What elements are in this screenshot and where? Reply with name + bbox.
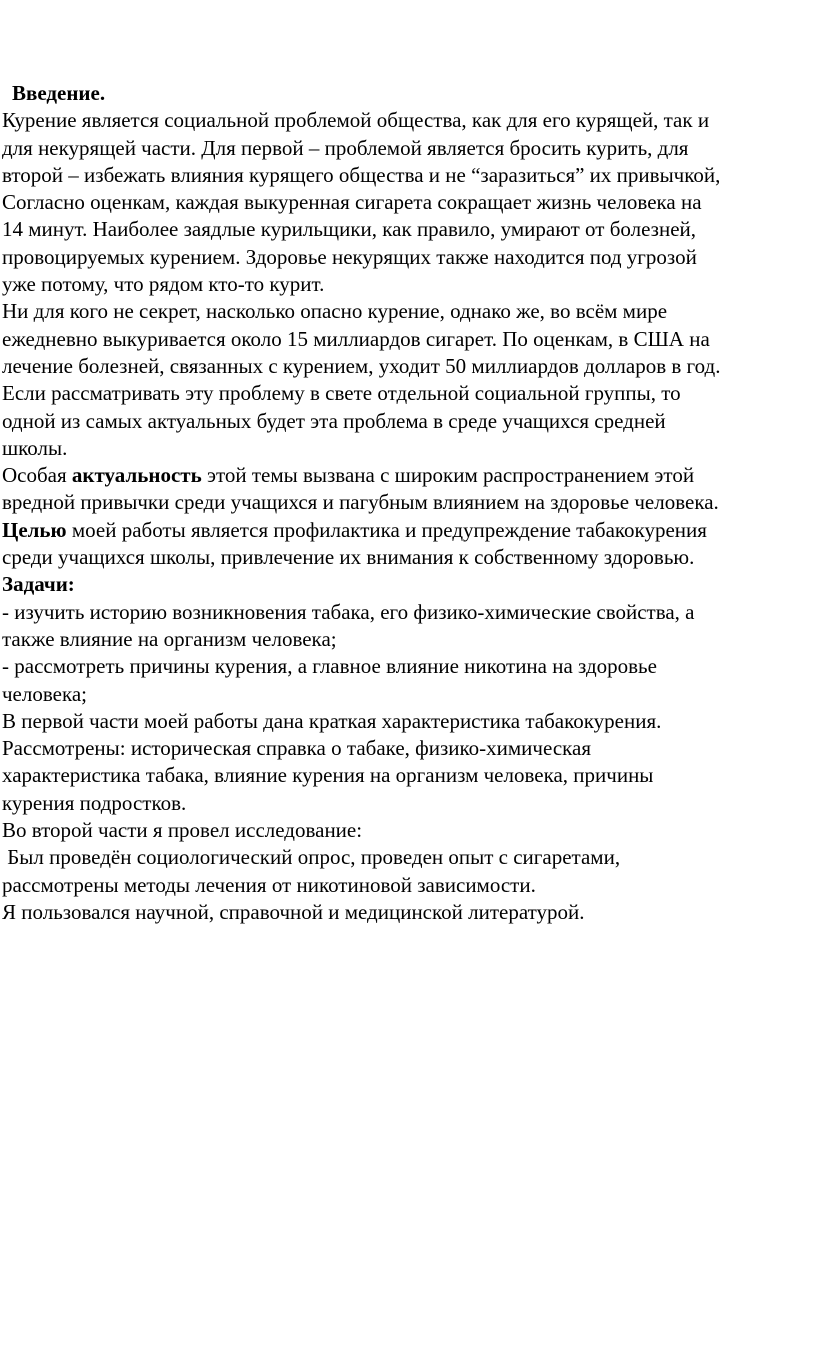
text-line: Во второй части я провел исследование: [2,818,363,843]
text-line: второй – избежать влияния курящего общества и не “заразиться” их привычкой, [2,162,721,187]
text-line: В первой части моей работы дана краткая характеристика табакокурения. [2,708,662,733]
section-heading: Введение. [12,81,106,105]
text-line: среди учащихся школы, привлечение их внимания к собственному здоровью. [2,545,695,570]
text-line: Я пользовался научной, справочной и медицинской литературой. [2,899,585,924]
text-line: школы. [2,435,68,460]
list-item: - изучить историю возникновения табака, его физико-химические свойства, а [2,599,695,624]
text-line: Курение является социальной проблемой общества, как для его курящей, так и [2,108,710,133]
relevance-prefix: Особая [2,463,72,488]
text-line: Ни для кого не секрет, насколько опасно курение, однако же, во всём мире [2,299,668,324]
text-line: для некурящей части. Для первой – проблемой является бросить курить, для [2,135,689,160]
text-line: лечение болезней, связанных с курением, уходит 50 миллиардов долларов в год. [2,353,721,378]
text-line: 14 минут. Наиболее заядлые курильщики, как правило, умирают от болезней, [2,217,697,242]
text-line: Рассмотрены: историческая справка о табаке, физико-химическая [2,736,592,761]
tasks-heading [2,571,816,598]
relevance-term: актуальность [71,463,202,488]
goal-term: Целью [2,517,67,542]
text-line: Если рассматривать эту проблему в свете отдельной социальной группы, то [2,381,681,406]
text-line [2,462,816,489]
text-line: характеристика табака, влияние курения на организм человека, причины [2,763,654,788]
text-line [2,517,816,544]
text-line: ежедневно выкуривается около 15 миллиардов сигарет. По оценкам, в США на [2,326,710,351]
text-line: одной из самых актуальных будет эта проблема в среде учащихся средней [2,408,666,433]
document-page [2,80,816,926]
paragraph-part-one [2,708,816,817]
paragraph-statistics [2,298,816,462]
paragraph-intro [2,107,816,298]
goal-suffix: моей работы является профилактика и предупреждение табакокурения [66,517,707,542]
list-item: человека; [2,681,88,706]
list-item: также влияние на организм человека; [2,626,337,651]
relevance-suffix: этой темы вызвана с широким распространением этой [201,463,695,488]
tasks-heading-text: Задачи: [2,572,75,597]
text-line: рассмотрены методы лечения от никотиновой зависимости. [2,872,536,897]
list-item: - рассмотреть причины курения, а главное влияние никотина на здоровье [2,654,657,679]
paragraph-part-two [2,817,816,926]
text-line: провоцируемых курением. Здоровье некурящих также находится под угрозой [2,244,697,269]
text-line: уже потому, что рядом кто-то курит. [2,272,325,297]
text-line: курения подростков. [2,790,187,815]
text-line: вредной привычки среди учащихся и пагубным влиянием на здоровье человека. [2,490,719,515]
paragraph-relevance [2,462,816,517]
text-line: Согласно оценкам, каждая выкуренная сигарета сокращает жизнь человека на [2,190,702,215]
tasks-list [2,599,816,708]
text-line: Был проведён социологический опрос, проведен опыт с сигаретами, [2,845,621,870]
paragraph-goal [2,517,816,572]
